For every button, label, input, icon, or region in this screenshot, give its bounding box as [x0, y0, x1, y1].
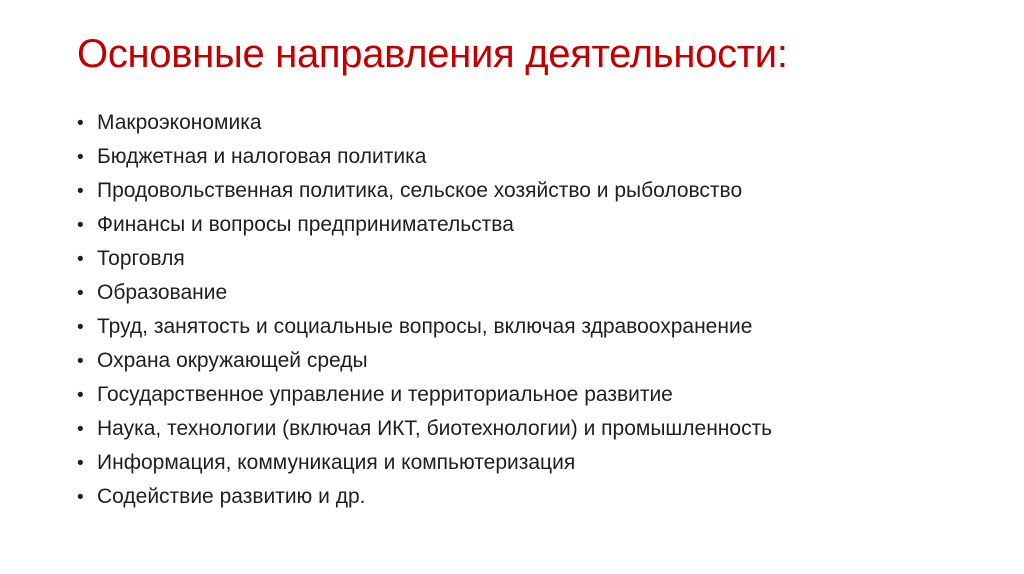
bullet-icon: • — [77, 317, 84, 338]
list-item — [77, 412, 772, 446]
bullet-icon: • — [77, 351, 84, 372]
list-item — [77, 106, 772, 140]
list-item-text: Макроэкономика — [97, 111, 262, 134]
bullet-icon: • — [77, 385, 84, 406]
list-item — [77, 276, 772, 310]
list-item-text: Информация, коммуникация и компьютеризация — [97, 451, 576, 474]
list-item-text: Охрана окружающей среды — [97, 349, 368, 372]
list-item-text: Труд, занятость и социальные вопросы, включая здравоохранение — [97, 315, 753, 338]
bullet-icon: • — [77, 283, 84, 304]
list-item-text: Наука, технологии (включая ИКТ, биотехнологии) и промышленность — [97, 417, 773, 440]
list-item — [77, 174, 772, 208]
list-item — [77, 344, 772, 378]
list-item-text: Содействие развитию и др. — [97, 485, 366, 508]
list-item — [77, 310, 772, 344]
list-item — [77, 378, 772, 412]
list-item — [77, 208, 772, 242]
list-item-text: Торговля — [97, 247, 185, 270]
list-item-text: Финансы и вопросы предпринимательства — [97, 213, 514, 236]
list-item-text: Бюджетная и налоговая политика — [97, 145, 427, 168]
bullet-icon: • — [77, 249, 84, 270]
bullet-icon: • — [77, 147, 84, 168]
list-item-text: Продовольственная политика, сельское хозяйство и рыболовство — [97, 179, 743, 202]
bullet-icon: • — [77, 181, 84, 202]
bullet-icon: • — [77, 113, 84, 134]
list-item — [77, 242, 772, 276]
list-item-text: Государственное управление и территориальное развитие — [97, 383, 673, 406]
list-item — [77, 446, 772, 480]
bullet-list — [77, 106, 772, 514]
list-item — [77, 480, 772, 514]
bullet-icon: • — [77, 215, 84, 236]
bullet-icon: • — [77, 453, 84, 474]
list-item-text: Образование — [97, 281, 228, 304]
bullet-icon: • — [77, 419, 84, 440]
list-item — [77, 140, 772, 174]
bullet-icon: • — [77, 487, 84, 508]
slide-title: Основные направления деятельности: — [77, 32, 788, 76]
